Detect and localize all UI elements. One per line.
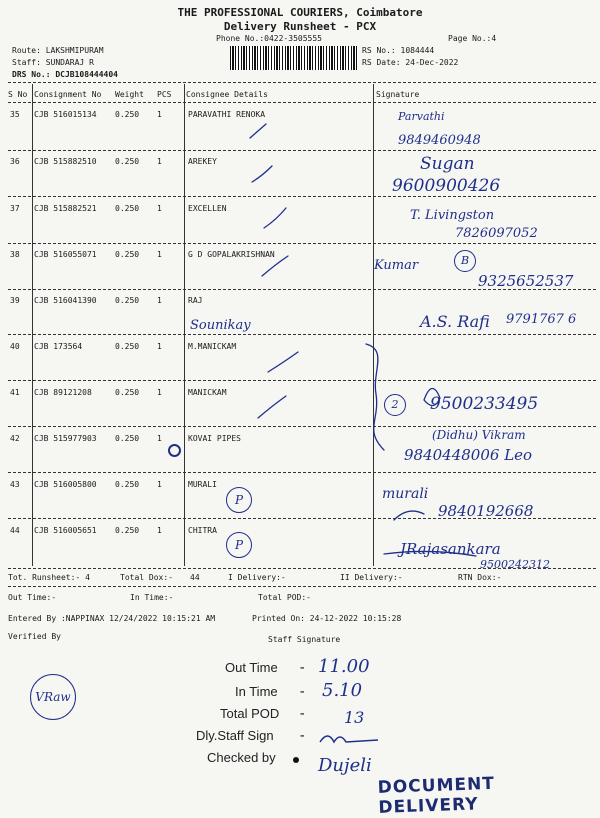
barcode — [230, 46, 358, 70]
row-weight: 0.250 — [115, 342, 140, 351]
divider — [8, 586, 596, 587]
delivery-mark-circle: P — [226, 532, 252, 558]
tick-mark — [258, 396, 286, 418]
pen-signature-word: Sounikay — [190, 318, 251, 333]
row-consignment: CJB 515882510 — [34, 157, 97, 166]
sheet-title: Delivery Runsheet - PCX — [223, 20, 377, 33]
signature-circle-mark: B — [454, 250, 476, 272]
row-divider — [8, 150, 596, 151]
tick-mark — [264, 208, 286, 228]
header-signature: Signature — [376, 90, 420, 99]
tick-mark — [268, 352, 298, 372]
divider — [8, 102, 596, 103]
row-pcs: 1 — [157, 296, 162, 305]
row-consignment: CJB 516015134 — [34, 110, 97, 119]
tick-mark — [252, 166, 272, 182]
signature-stroke — [366, 344, 384, 450]
phone-number: Phone No.:0422-3505555 — [216, 34, 322, 43]
header-sno: S No — [8, 90, 28, 99]
row-consignee: MURALI — [188, 480, 217, 489]
drs-number: DRS No.: DCJB108444404 — [12, 70, 118, 79]
row-divider — [8, 289, 596, 290]
column-rule — [373, 84, 374, 566]
row-consignee: RAJ — [188, 296, 203, 305]
row-consignment: CJB 516041390 — [34, 296, 97, 305]
checked-by-value: Dujeli — [318, 755, 372, 776]
row-pcs: 1 — [157, 250, 162, 259]
row-weight: 0.250 — [115, 526, 140, 535]
row-signature-phone: 9849460948 — [398, 133, 481, 148]
total-runsheet: Tot. Runsheet:- 4 — [8, 573, 90, 582]
row-signature-name: murali — [382, 486, 429, 502]
row-sno: 37 — [10, 204, 20, 213]
in-time-label: In Time — [235, 684, 278, 699]
row-sno: 35 — [10, 110, 20, 119]
column-rule — [32, 84, 33, 566]
row-consignee: M.MANICKAM — [188, 342, 237, 351]
ink-dot — [168, 444, 181, 457]
row-sno: 43 — [10, 480, 20, 489]
staff-signature-scribble — [316, 726, 386, 750]
row-divider — [8, 334, 596, 335]
row-pcs: 1 — [157, 526, 162, 535]
row-consignment: CJB 515882521 — [34, 204, 97, 213]
staff: Staff: SUNDARAJ R — [12, 58, 94, 67]
row-sno: 36 — [10, 157, 20, 166]
row-pcs: 1 — [157, 204, 162, 213]
row-weight: 0.250 — [115, 250, 140, 259]
summary-dash: - — [298, 660, 307, 676]
row-consignee: PARAVATHI RENOKA — [188, 110, 266, 119]
header-consignment: Consignment No — [34, 90, 102, 99]
in-time-field: In Time:- — [130, 593, 174, 602]
row-signature-name: T. Livingston — [410, 208, 495, 223]
row-signature-name: A.S. Rafi — [420, 312, 490, 331]
row-consignment: CJB 516005651 — [34, 526, 97, 535]
total-pod-value: 13 — [344, 708, 365, 727]
row-weight: 0.250 — [115, 388, 140, 397]
printed-on: Printed On: 24-12-2022 10:15:28 — [252, 614, 402, 623]
row-pcs: 1 — [157, 110, 162, 119]
row-divider — [8, 243, 596, 244]
row-pcs: 1 — [157, 157, 162, 166]
row-weight: 0.250 — [115, 296, 140, 305]
row-divider — [8, 196, 596, 197]
bullet-dot — [293, 757, 299, 763]
tick-mark — [262, 256, 288, 276]
row-signature-phone: 9500242312 — [480, 558, 550, 571]
row-consignment: CJB 173564 — [34, 342, 83, 351]
i-delivery: I Delivery:- — [228, 573, 286, 582]
summary-dash: - — [298, 706, 307, 722]
signature-circle-mark: 2 — [384, 394, 406, 416]
in-time-value: 5.10 — [322, 680, 363, 701]
row-signature-phone: 9325652537 — [478, 272, 574, 290]
rs-date: RS Date: 24-Dec-2022 — [362, 58, 459, 67]
route: Route: LAKSHMIPURAM — [12, 46, 104, 55]
out-time-value: 11.00 — [318, 656, 370, 677]
row-consignee: KOVAI PIPES — [188, 434, 241, 443]
row-weight: 0.250 — [115, 157, 140, 166]
row-weight: 0.250 — [115, 480, 140, 489]
entered-by: Entered By :NAPPINAX 12/24/2022 10:15:21 AM — [8, 614, 216, 623]
summary-dash: - — [298, 684, 307, 700]
company-title: THE PROFESSIONAL COURIERS, Coimbatore — [177, 6, 423, 19]
row-sno: 38 — [10, 250, 20, 259]
row-pcs: 1 — [157, 480, 162, 489]
row-signature-phone: 9500233495 — [430, 394, 539, 414]
row-weight: 0.250 — [115, 434, 140, 443]
row-consignee: G D GOPALAKRISHNAN — [188, 250, 275, 259]
row-sno: 40 — [10, 342, 20, 351]
row-consignee: MANICKAM — [188, 388, 227, 397]
header-pcs: PCS — [157, 90, 172, 99]
divider — [8, 568, 596, 569]
rtn-dox: RTN Dox:- — [458, 573, 502, 582]
document-delivery-stamp: DOCUMENT DELIVERY — [377, 773, 496, 818]
row-sno: 41 — [10, 388, 20, 397]
row-consignment: CJB 89121208 — [34, 388, 92, 397]
row-pcs: 1 — [157, 388, 162, 397]
row-signature-name: Kumar — [374, 258, 419, 273]
summary-dash: - — [298, 728, 307, 744]
row-sno: 42 — [10, 434, 20, 443]
row-pcs: 1 — [157, 342, 162, 351]
row-weight: 0.250 — [115, 110, 140, 119]
row-sno: 39 — [10, 296, 20, 305]
row-signature-phone: 9600900426 — [392, 176, 501, 196]
row-weight: 0.250 — [115, 204, 140, 213]
row-signature-phone: 7826097052 — [455, 226, 538, 241]
row-signature-name: (Didhu) Vikram — [432, 428, 526, 442]
page-number: Page No.:4 — [448, 34, 497, 43]
row-signature-name: Parvathi — [398, 110, 445, 123]
column-rule — [184, 84, 185, 566]
row-signature-phone: 9840448006 Leo — [404, 446, 533, 464]
divider — [8, 82, 596, 83]
total-dox-value: 44 — [190, 573, 200, 582]
total-pod-label: Total POD — [220, 706, 280, 721]
row-divider — [8, 380, 596, 381]
checked-by-label: Checked by — [207, 750, 276, 765]
row-divider — [8, 426, 596, 427]
total-pod-field: Total POD:- — [258, 593, 311, 602]
out-time-label: Out Time — [225, 660, 278, 675]
row-divider — [8, 518, 596, 519]
row-consignment: CJB 516055071 — [34, 250, 97, 259]
row-divider — [8, 472, 596, 473]
ii-delivery: II Delivery:- — [340, 573, 403, 582]
out-time-field: Out Time:- — [8, 593, 57, 602]
verified-by: Verified By — [8, 632, 61, 641]
rs-number: RS No.: 1084444 — [362, 46, 435, 55]
header-weight: Weight — [115, 90, 144, 99]
row-signature-name: Sugan — [420, 154, 475, 174]
dly-staff-sign-label: Dly.Staff Sign — [196, 728, 274, 743]
row-consignee: AREKEY — [188, 157, 217, 166]
row-consignee: CHITRA — [188, 526, 217, 535]
delivery-mark-circle: P — [226, 487, 252, 513]
initials-mark: VRaw — [30, 674, 76, 720]
row-signature-phone: 9840192668 — [438, 502, 534, 520]
row-consignee: EXCELLEN — [188, 204, 227, 213]
row-sno: 44 — [10, 526, 20, 535]
header-consignee: Consignee Details — [186, 90, 268, 99]
row-pcs: 1 — [157, 434, 162, 443]
row-consignment: CJB 516005800 — [34, 480, 97, 489]
row-consignment: CJB 515977903 — [34, 434, 97, 443]
staff-signature: Staff Signature — [268, 635, 341, 644]
row-signature-phone: 9791767 6 — [506, 312, 577, 327]
row-signature-name: JRajasankara — [400, 540, 501, 558]
total-dox-label: Total Dox:- — [120, 573, 173, 582]
tick-mark — [250, 124, 266, 138]
